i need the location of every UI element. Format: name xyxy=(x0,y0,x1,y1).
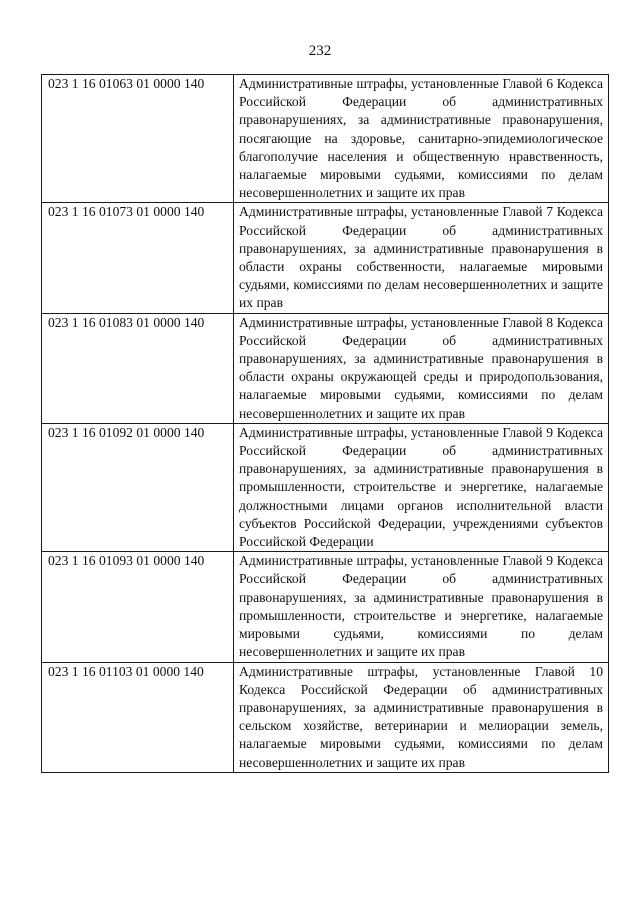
row-description-cell: Административные штрафы, установленные Главой 10 Кодекса Российской Федерации об административных правонарушениях, за административные правонарушения в сельском хозяйстве, ветеринарии и мелиорации земель, налагаемые мировыми судьями, комиссиями по делам несовершеннолетних и защите их прав xyxy=(234,662,609,772)
row-description-cell: Административные штрафы, установленные Главой 9 Кодекса Российской Федерации об административных правонарушениях, за административные правонарушения в промышленности, строительстве и энергетике, налагаемые должностными лицами органов исполнительной власти субъектов Российской Федерации, учреждениями субъектов Российской Федерации xyxy=(234,423,609,551)
table-row xyxy=(42,313,609,423)
row-description-cell: Административные штрафы, установленные Главой 9 Кодекса Российской Федерации об административных правонарушениях, за административные правонарушения в промышленности, строительстве и энергетике, налагаемые мировыми судьями, комиссиями по делам несовершеннолетних и защите их прав xyxy=(234,552,609,662)
row-description-cell: Административные штрафы, установленные Главой 8 Кодекса Российской Федерации об административных правонарушениях, за административные правонарушения в области охраны окружающей среды и природопользования, налагаемые мировыми судьями, комиссиями по делам несовершеннолетних и защите их прав xyxy=(234,313,609,423)
row-code-cell: 023 1 16 01073 01 0000 140 xyxy=(42,203,234,313)
row-code-cell: 023 1 16 01063 01 0000 140 xyxy=(42,75,234,203)
row-code-cell: 023 1 16 01093 01 0000 140 xyxy=(42,552,234,662)
row-description-cell: Административные штрафы, установленные Главой 6 Кодекса Российской Федерации об административных правонарушениях, за административные правонарушения, посягающие на здоровье, санитарно-эпидемиологическое благополучие населения и общественную нравственность, налагаемые мировыми судьями, комиссиями по делам несовершеннолетних и защите их прав xyxy=(234,75,609,203)
row-code-cell: 023 1 16 01083 01 0000 140 xyxy=(42,313,234,423)
table-row xyxy=(42,552,609,662)
page-number: 232 xyxy=(308,43,332,59)
table-row xyxy=(42,662,609,772)
row-description-cell: Административные штрафы, установленные Главой 7 Кодекса Российской Федерации об административных правонарушениях, за административные правонарушения в области охраны собственности, налагаемые мировыми судьями, комиссиями по делам несовершеннолетних и защите их прав xyxy=(234,203,609,313)
row-code-cell: 023 1 16 01103 01 0000 140 xyxy=(42,662,234,772)
table-row xyxy=(42,423,609,551)
table-row xyxy=(42,203,609,313)
row-code-cell: 023 1 16 01092 01 0000 140 xyxy=(42,423,234,551)
budget-code-table xyxy=(41,74,609,773)
table-row xyxy=(42,75,609,203)
